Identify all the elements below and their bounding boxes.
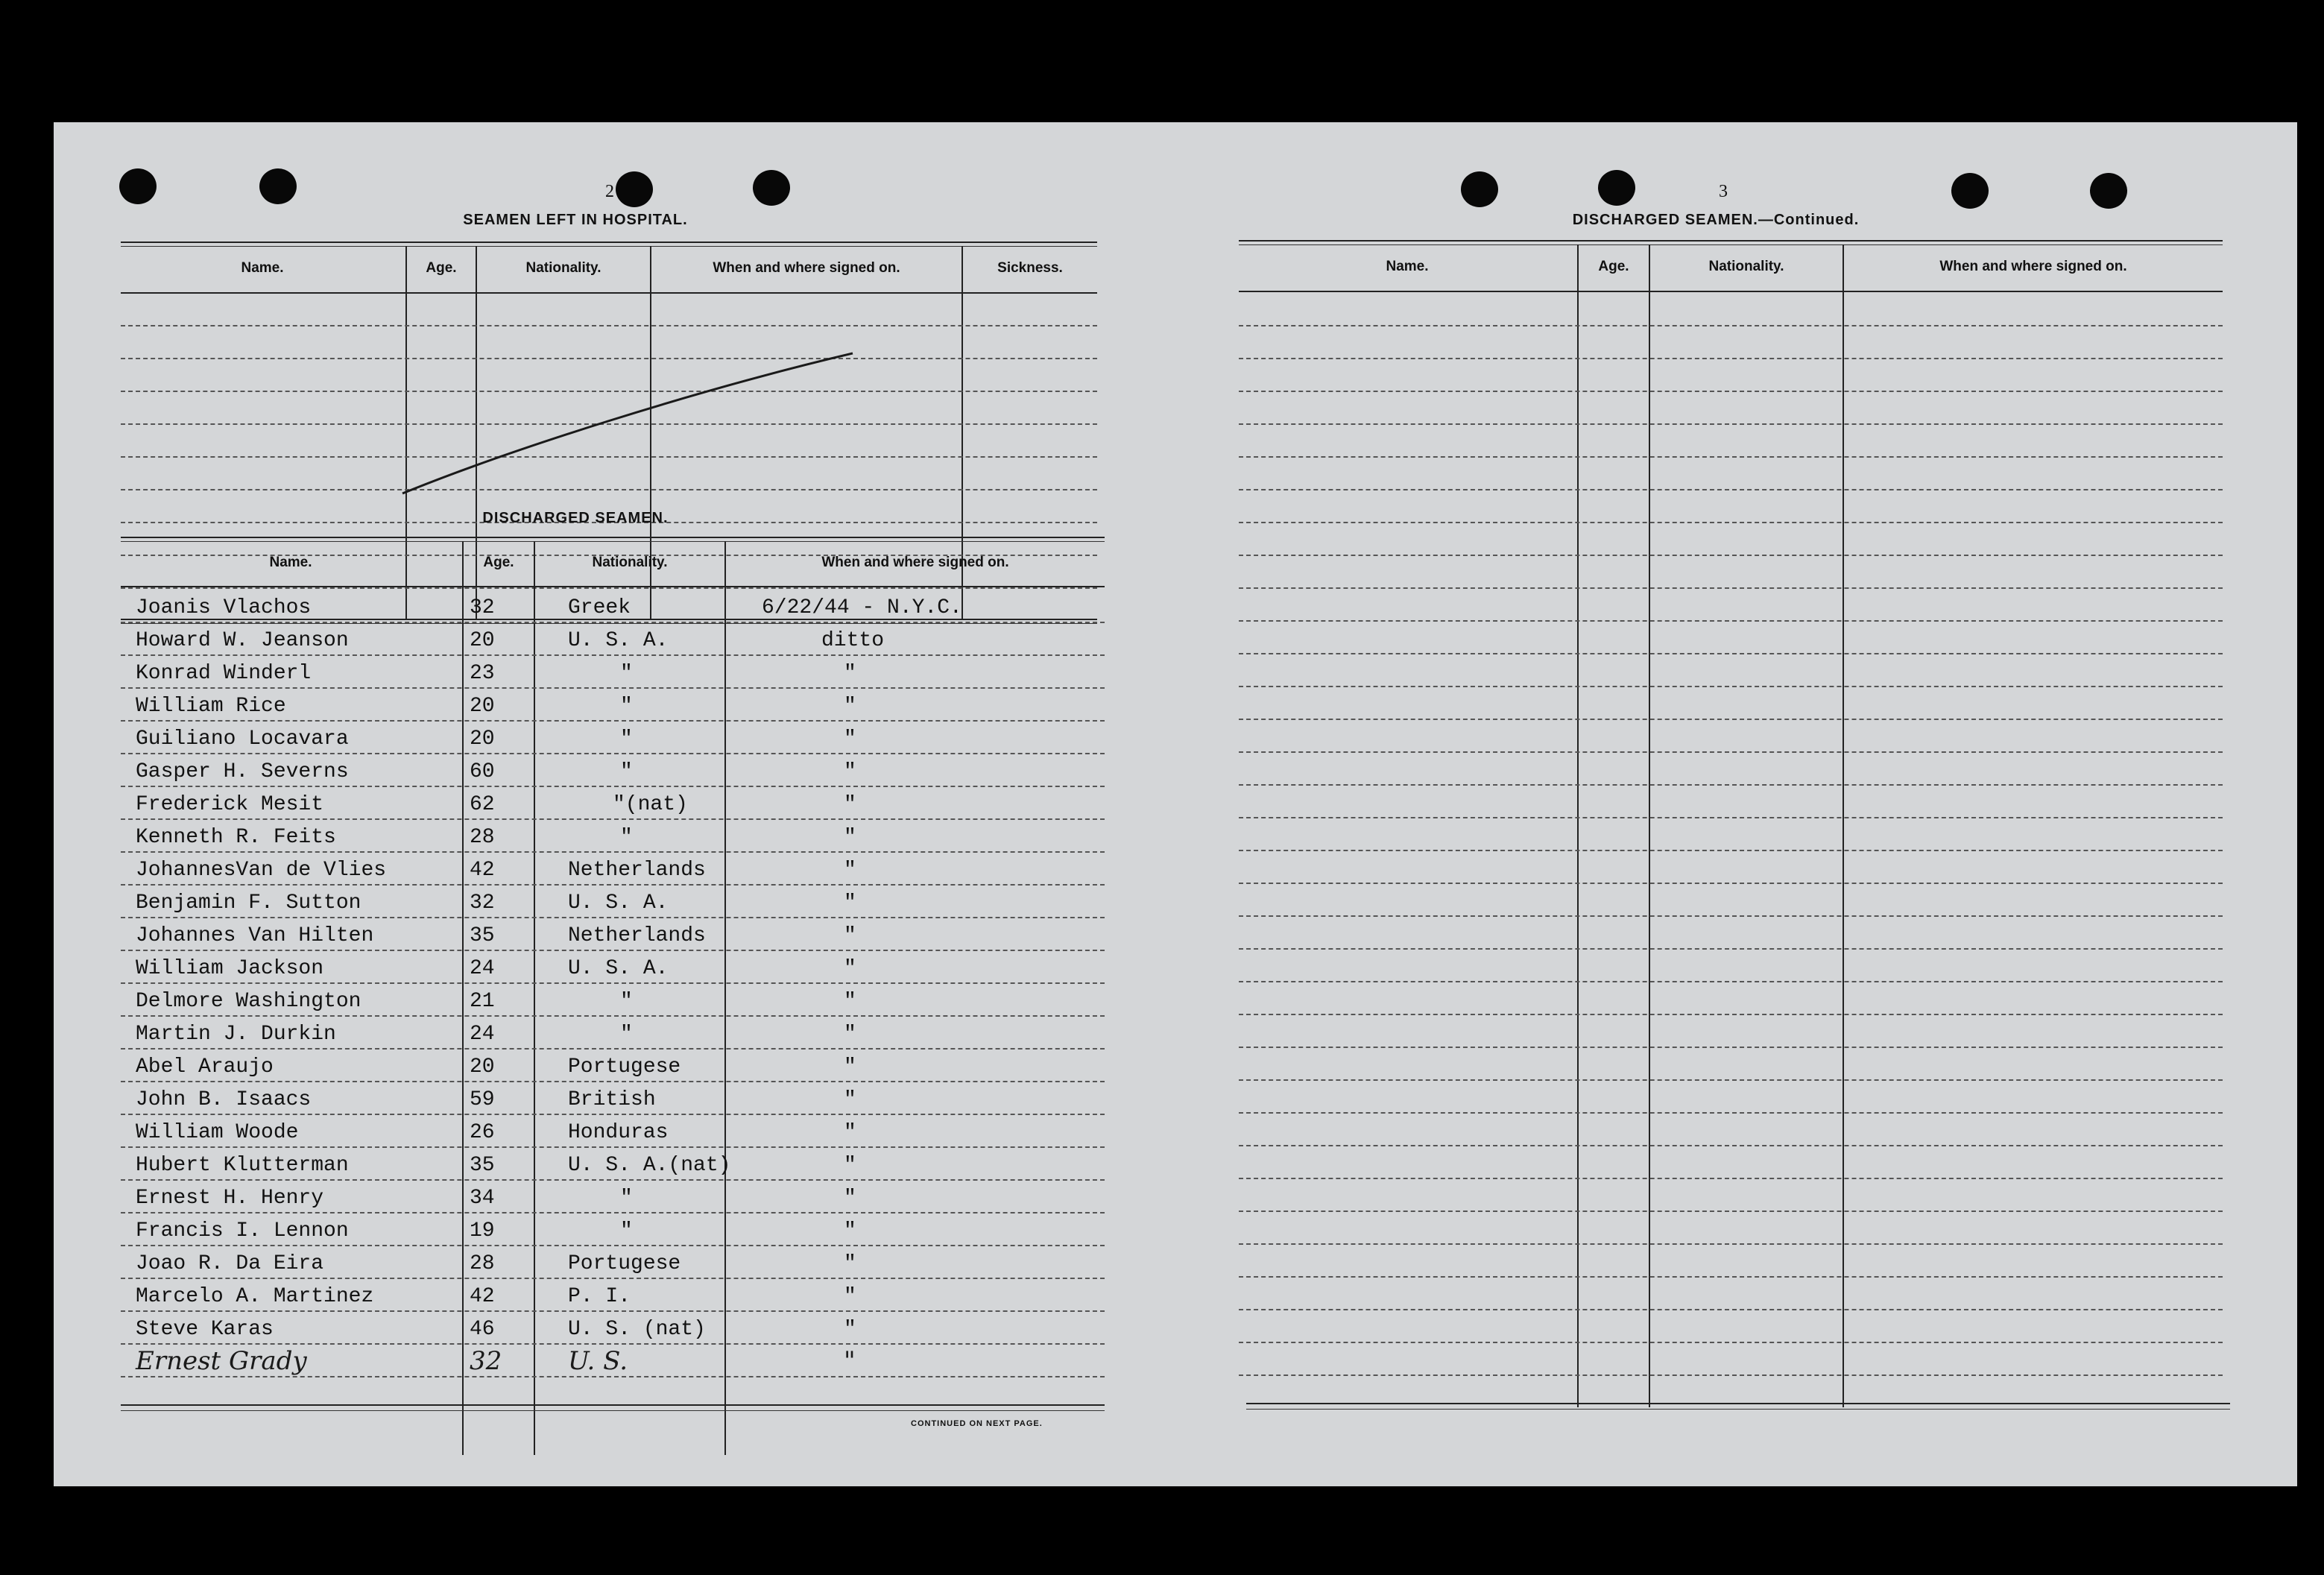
seaman-name: Guiliano Locavara bbox=[136, 727, 349, 751]
right-col-age: Age. bbox=[1598, 259, 1629, 274]
table-row bbox=[121, 853, 1105, 886]
seaman-signed-on: " bbox=[844, 826, 856, 849]
table-row bbox=[121, 689, 1105, 722]
seaman-nationality: " bbox=[620, 1187, 633, 1210]
seaman-nationality: " bbox=[620, 1023, 633, 1046]
row-rule bbox=[1239, 1047, 2223, 1048]
seaman-nationality: U. S. A. bbox=[568, 629, 669, 652]
seaman-signed-on: " bbox=[844, 1023, 856, 1046]
page-number-left: 2 bbox=[605, 182, 614, 201]
seaman-age: 34 bbox=[470, 1187, 495, 1210]
seaman-nationality: " bbox=[620, 760, 633, 783]
seaman-nationality: U. S. A. bbox=[568, 891, 669, 915]
binder-hole bbox=[259, 168, 297, 204]
row-rule bbox=[1239, 555, 2223, 556]
row-rule bbox=[1239, 489, 2223, 490]
discharged-col-age: Age. bbox=[483, 555, 514, 570]
seaman-signed-on: " bbox=[844, 924, 856, 947]
hospital-col-age: Age. bbox=[426, 260, 457, 276]
seaman-name: William Rice bbox=[136, 695, 286, 718]
seaman-nationality: U. S. A. bbox=[568, 957, 669, 980]
seaman-name: John B. Isaacs bbox=[136, 1088, 312, 1111]
continued-note: CONTINUED ON NEXT PAGE. bbox=[911, 1419, 1043, 1428]
row-rule bbox=[1239, 1276, 2223, 1278]
hospital-col-signed: When and where signed on. bbox=[713, 260, 900, 276]
seaman-age: 46 bbox=[470, 1318, 495, 1341]
seaman-name: Howard W. Jeanson bbox=[136, 629, 349, 652]
seaman-nationality: Greek bbox=[568, 596, 631, 619]
seaman-nationality: " bbox=[620, 727, 633, 751]
seaman-signed-on: " bbox=[844, 1154, 856, 1177]
seaman-nationality: " bbox=[620, 826, 633, 849]
row-rule bbox=[1239, 850, 2223, 851]
seaman-signed-on: " bbox=[844, 957, 856, 980]
seaman-name: Frederick Mesit bbox=[136, 793, 324, 816]
table-row bbox=[121, 918, 1105, 951]
seaman-signed-on: " bbox=[844, 1285, 856, 1308]
seaman-name: Francis I. Lennon bbox=[136, 1219, 349, 1243]
right-col-signed: When and where signed on. bbox=[1939, 259, 2127, 274]
seaman-age: 35 bbox=[470, 924, 495, 947]
row-rule bbox=[1239, 1145, 2223, 1146]
seaman-age: 20 bbox=[470, 727, 495, 751]
seaman-age: 24 bbox=[470, 957, 495, 980]
row-rule bbox=[1239, 883, 2223, 884]
seaman-age: 20 bbox=[470, 629, 495, 652]
seaman-name: Gasper H. Severns bbox=[136, 760, 349, 783]
table-row bbox=[121, 754, 1105, 787]
seaman-name: Johannes Van Hilten bbox=[136, 924, 374, 947]
seaman-age: 23 bbox=[470, 662, 495, 685]
seaman-signed-on: " bbox=[844, 793, 856, 816]
table-row bbox=[121, 1345, 1105, 1377]
seaman-age: 21 bbox=[470, 990, 495, 1013]
seaman-signed-on: ditto bbox=[821, 629, 885, 652]
binder-hole bbox=[1951, 173, 1989, 209]
seaman-age: 28 bbox=[470, 826, 495, 849]
table-row bbox=[121, 1148, 1105, 1181]
table-row bbox=[121, 1279, 1105, 1312]
row-rule bbox=[1239, 358, 2223, 359]
row-rule bbox=[1239, 817, 2223, 818]
seaman-age: 32 bbox=[470, 891, 495, 915]
seaman-age: 42 bbox=[470, 1285, 495, 1308]
seaman-age: 20 bbox=[470, 695, 495, 718]
seaman-age: 32 bbox=[470, 1346, 502, 1376]
hospital-col-sickness: Sickness. bbox=[997, 260, 1063, 276]
right-col-nationality: Nationality. bbox=[1708, 259, 1784, 274]
seaman-age: 19 bbox=[470, 1219, 495, 1243]
seaman-name: Konrad Winderl bbox=[136, 662, 312, 685]
seaman-nationality: Honduras bbox=[568, 1121, 669, 1144]
seaman-signed-on: 6/22/44 - N.Y.C. bbox=[762, 596, 962, 619]
discharged-col-name: Name. bbox=[269, 555, 312, 570]
seaman-name: Kenneth R. Feits bbox=[136, 826, 336, 849]
row-rule bbox=[1239, 391, 2223, 392]
table-row bbox=[121, 656, 1105, 689]
seaman-nationality: Netherlands bbox=[568, 859, 706, 882]
row-rule bbox=[1239, 981, 2223, 982]
hospital-top-rule bbox=[121, 242, 1097, 243]
hospital-col-name: Name. bbox=[241, 260, 284, 276]
seaman-signed-on: " bbox=[844, 1088, 856, 1111]
seaman-nationality: " bbox=[620, 990, 633, 1013]
right-col-name: Name. bbox=[1386, 259, 1429, 274]
row-rule bbox=[1239, 1374, 2223, 1376]
table-row bbox=[121, 1050, 1105, 1082]
seaman-nationality: P. I. bbox=[568, 1285, 631, 1308]
table-row bbox=[121, 1082, 1105, 1115]
table-row bbox=[121, 984, 1105, 1017]
row-rule bbox=[1239, 915, 2223, 917]
table-row bbox=[121, 1115, 1105, 1148]
table-row bbox=[121, 820, 1105, 853]
table-row bbox=[121, 1017, 1105, 1050]
row-rule bbox=[1239, 522, 2223, 523]
binder-hole bbox=[753, 170, 790, 206]
seaman-name: William Woode bbox=[136, 1121, 299, 1144]
seaman-age: 20 bbox=[470, 1055, 495, 1079]
seaman-nationality: "(nat) bbox=[613, 793, 688, 816]
cancellation-pen-stroke bbox=[397, 323, 874, 502]
seaman-signed-on: " bbox=[844, 695, 856, 718]
seaman-signed-on: " bbox=[844, 891, 856, 915]
seaman-signed-on: " bbox=[844, 859, 856, 882]
row-rule bbox=[1239, 1243, 2223, 1245]
page-number-right: 3 bbox=[1719, 182, 1728, 201]
seaman-signed-on: " bbox=[844, 1318, 856, 1341]
seaman-name: JohannesVan de Vlies bbox=[136, 859, 387, 882]
seaman-age: 28 bbox=[470, 1252, 495, 1275]
binder-hole bbox=[119, 168, 157, 204]
row-rule bbox=[1239, 948, 2223, 950]
seaman-age: 26 bbox=[470, 1121, 495, 1144]
row-rule bbox=[1239, 719, 2223, 720]
seaman-name: Benjamin F. Sutton bbox=[136, 891, 361, 915]
discharged-col-nationality: Nationality. bbox=[592, 555, 668, 570]
seaman-name: Steve Karas bbox=[136, 1318, 274, 1341]
row-rule bbox=[1239, 784, 2223, 786]
seaman-age: 60 bbox=[470, 760, 495, 783]
discharged-section-title: DISCHARGED SEAMEN. bbox=[482, 510, 669, 526]
row-rule bbox=[1239, 620, 2223, 622]
row-rule bbox=[1239, 653, 2223, 654]
seaman-signed-on: " bbox=[844, 1219, 856, 1243]
row-rule bbox=[1239, 587, 2223, 589]
seaman-signed-on: " bbox=[844, 760, 856, 783]
seaman-age: 32 bbox=[470, 596, 495, 619]
seaman-nationality: U. S. (nat) bbox=[568, 1318, 706, 1341]
seaman-name: Ernest H. Henry bbox=[136, 1187, 324, 1210]
row-rule bbox=[1239, 325, 2223, 326]
row-rule bbox=[121, 1376, 1105, 1377]
table-row bbox=[121, 1312, 1105, 1345]
row-rule bbox=[1239, 423, 2223, 425]
row-rule bbox=[1239, 1079, 2223, 1081]
table-row bbox=[121, 951, 1105, 984]
seaman-signed-on: " bbox=[844, 662, 856, 685]
seaman-name: Joanis Vlachos bbox=[136, 596, 312, 619]
seaman-name: Delmore Washington bbox=[136, 990, 361, 1013]
hospital-section-title: SEAMEN LEFT IN HOSPITAL. bbox=[463, 212, 688, 228]
seaman-nationality: British bbox=[568, 1088, 656, 1111]
seaman-name: Hubert Klutterman bbox=[136, 1154, 349, 1177]
table-row bbox=[121, 1213, 1105, 1246]
table-row bbox=[121, 623, 1105, 656]
row-rule bbox=[1239, 456, 2223, 458]
seaman-signed-on: " bbox=[844, 1346, 856, 1376]
row-rule bbox=[1239, 751, 2223, 753]
table-row bbox=[121, 1246, 1105, 1279]
seaman-age: 42 bbox=[470, 859, 495, 882]
table-row bbox=[121, 1181, 1105, 1213]
row-rule bbox=[1239, 1112, 2223, 1114]
ledger-sheet bbox=[54, 122, 2297, 1486]
seaman-nationality: Netherlands bbox=[568, 924, 706, 947]
seaman-age: 24 bbox=[470, 1023, 495, 1046]
seaman-age: 62 bbox=[470, 793, 495, 816]
seaman-name: William Jackson bbox=[136, 957, 324, 980]
seaman-signed-on: " bbox=[844, 990, 856, 1013]
row-rule bbox=[1239, 1342, 2223, 1343]
binder-hole bbox=[1598, 170, 1635, 206]
seaman-nationality: U. S. A.(nat) bbox=[568, 1154, 731, 1177]
seaman-signed-on: " bbox=[844, 1252, 856, 1275]
seaman-age: 35 bbox=[470, 1154, 495, 1177]
seaman-nationality: " bbox=[620, 662, 633, 685]
seaman-nationality: Portugese bbox=[568, 1055, 681, 1079]
seaman-name: Ernest Grady bbox=[136, 1346, 307, 1376]
seaman-name: Abel Araujo bbox=[136, 1055, 274, 1079]
seaman-name: Marcelo A. Martinez bbox=[136, 1285, 374, 1308]
table-row bbox=[121, 722, 1105, 754]
seaman-age: 59 bbox=[470, 1088, 495, 1111]
discharged-continued-title: DISCHARGED SEAMEN.—Continued. bbox=[1572, 212, 1860, 228]
seaman-nationality: Portugese bbox=[568, 1252, 681, 1275]
discharged-col-signed: When and where signed on. bbox=[821, 555, 1009, 570]
seaman-nationality: " bbox=[620, 1219, 633, 1243]
row-rule bbox=[1239, 1309, 2223, 1310]
binder-hole bbox=[2090, 173, 2127, 209]
binder-hole bbox=[1461, 171, 1498, 207]
seaman-signed-on: " bbox=[844, 1121, 856, 1144]
table-row bbox=[121, 886, 1105, 918]
hospital-col-nationality: Nationality. bbox=[525, 260, 601, 276]
row-rule bbox=[1239, 1178, 2223, 1179]
table-row bbox=[121, 787, 1105, 820]
row-rule bbox=[1239, 1211, 2223, 1212]
seaman-signed-on: " bbox=[844, 727, 856, 751]
seaman-signed-on: " bbox=[844, 1055, 856, 1079]
seaman-signed-on: " bbox=[844, 1187, 856, 1210]
row-rule bbox=[1239, 686, 2223, 687]
seaman-name: Martin J. Durkin bbox=[136, 1023, 336, 1046]
seaman-nationality: U. S. bbox=[568, 1346, 628, 1376]
seaman-name: Joao R. Da Eira bbox=[136, 1252, 324, 1275]
seaman-nationality: " bbox=[620, 695, 633, 718]
binder-hole bbox=[616, 171, 653, 207]
row-rule bbox=[1239, 1014, 2223, 1015]
table-row bbox=[121, 590, 1105, 623]
